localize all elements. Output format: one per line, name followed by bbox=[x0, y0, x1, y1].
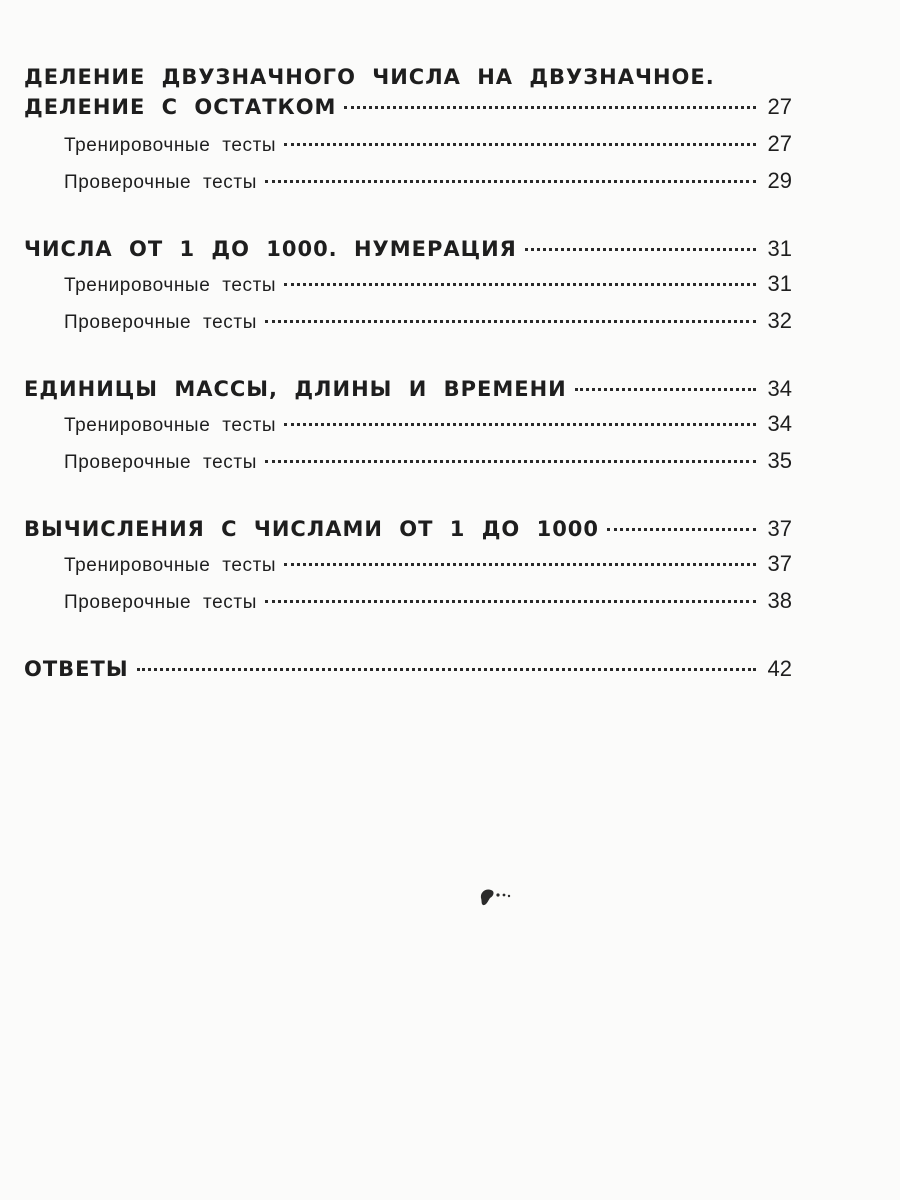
toc-section bbox=[24, 234, 792, 340]
section-page-number: 42 bbox=[767, 656, 792, 681]
entry-label: Проверочные тесты bbox=[64, 452, 257, 473]
entry-page-number: 31 bbox=[767, 271, 792, 296]
entry-page-number: 37 bbox=[767, 551, 792, 576]
toc-entry bbox=[64, 406, 792, 443]
entry-page-number: 38 bbox=[767, 588, 792, 613]
toc-section bbox=[24, 514, 792, 620]
entry-page-number: 29 bbox=[767, 168, 792, 193]
dot-leader bbox=[284, 283, 756, 286]
toc-entry bbox=[64, 303, 792, 340]
entry-page-number: 27 bbox=[767, 131, 792, 156]
section-page-number: 31 bbox=[767, 236, 792, 261]
section-page-number: 34 bbox=[767, 376, 792, 401]
dot-leader bbox=[265, 180, 756, 183]
dot-leader bbox=[265, 460, 756, 463]
section-heading-line2 bbox=[24, 92, 792, 122]
entry-label: Тренировочные тесты bbox=[64, 135, 277, 156]
section-heading-label: ЧИСЛА ОТ 1 ДО 1000. НУМЕРАЦИЯ bbox=[24, 237, 517, 261]
dot-leader bbox=[344, 106, 756, 109]
toc-entry bbox=[64, 443, 792, 480]
section-heading-label: ОТВЕТЫ bbox=[24, 657, 129, 681]
dot-leader bbox=[575, 388, 756, 391]
section-heading-line1: ДЕЛЕНИЕ ДВУЗНАЧНОГО ЧИСЛА НА ДВУЗНАЧНОЕ. bbox=[24, 65, 715, 89]
entry-page-number: 34 bbox=[767, 411, 792, 436]
dot-leader bbox=[265, 600, 756, 603]
toc-entry bbox=[64, 266, 792, 303]
section-heading-label: ДЕЛЕНИЕ С ОСТАТКОМ bbox=[24, 95, 337, 119]
section-page-number: 27 bbox=[767, 94, 792, 119]
toc-entry bbox=[64, 163, 792, 200]
section-heading bbox=[24, 374, 792, 404]
toc-section bbox=[24, 654, 792, 684]
entry-page-number: 32 bbox=[767, 308, 792, 333]
dot-leader bbox=[284, 563, 756, 566]
section-heading bbox=[24, 514, 792, 544]
entry-label: Проверочные тесты bbox=[64, 592, 257, 613]
section-page-number: 37 bbox=[767, 516, 792, 541]
dot-leader bbox=[284, 423, 756, 426]
dot-leader bbox=[265, 320, 756, 323]
toc-section bbox=[24, 374, 792, 480]
section-heading-label: ЕДИНИЦЫ МАССЫ, ДЛИНЫ И ВРЕМЕНИ bbox=[24, 377, 567, 401]
entry-label: Проверочные тесты bbox=[64, 312, 257, 333]
entry-label: Тренировочные тесты bbox=[64, 555, 277, 576]
entry-label: Тренировочные тесты bbox=[64, 275, 277, 296]
dot-leader bbox=[284, 143, 756, 146]
section-heading bbox=[24, 234, 792, 264]
toc-entry bbox=[64, 546, 792, 583]
entry-label: Тренировочные тесты bbox=[64, 415, 277, 436]
toc-section bbox=[24, 62, 792, 200]
dot-leader bbox=[607, 528, 756, 531]
entry-page-number: 35 bbox=[767, 448, 792, 473]
dot-leader bbox=[525, 248, 756, 251]
toc-entry bbox=[64, 126, 792, 163]
table-of-contents bbox=[24, 62, 792, 718]
entry-label: Проверочные тесты bbox=[64, 172, 257, 193]
section-heading-label: ВЫЧИСЛЕНИЯ С ЧИСЛАМИ ОТ 1 ДО 1000 bbox=[24, 517, 600, 541]
section-heading bbox=[24, 654, 792, 684]
ink-smudge bbox=[478, 884, 512, 908]
toc-entry bbox=[64, 583, 792, 620]
dot-leader bbox=[137, 668, 756, 671]
